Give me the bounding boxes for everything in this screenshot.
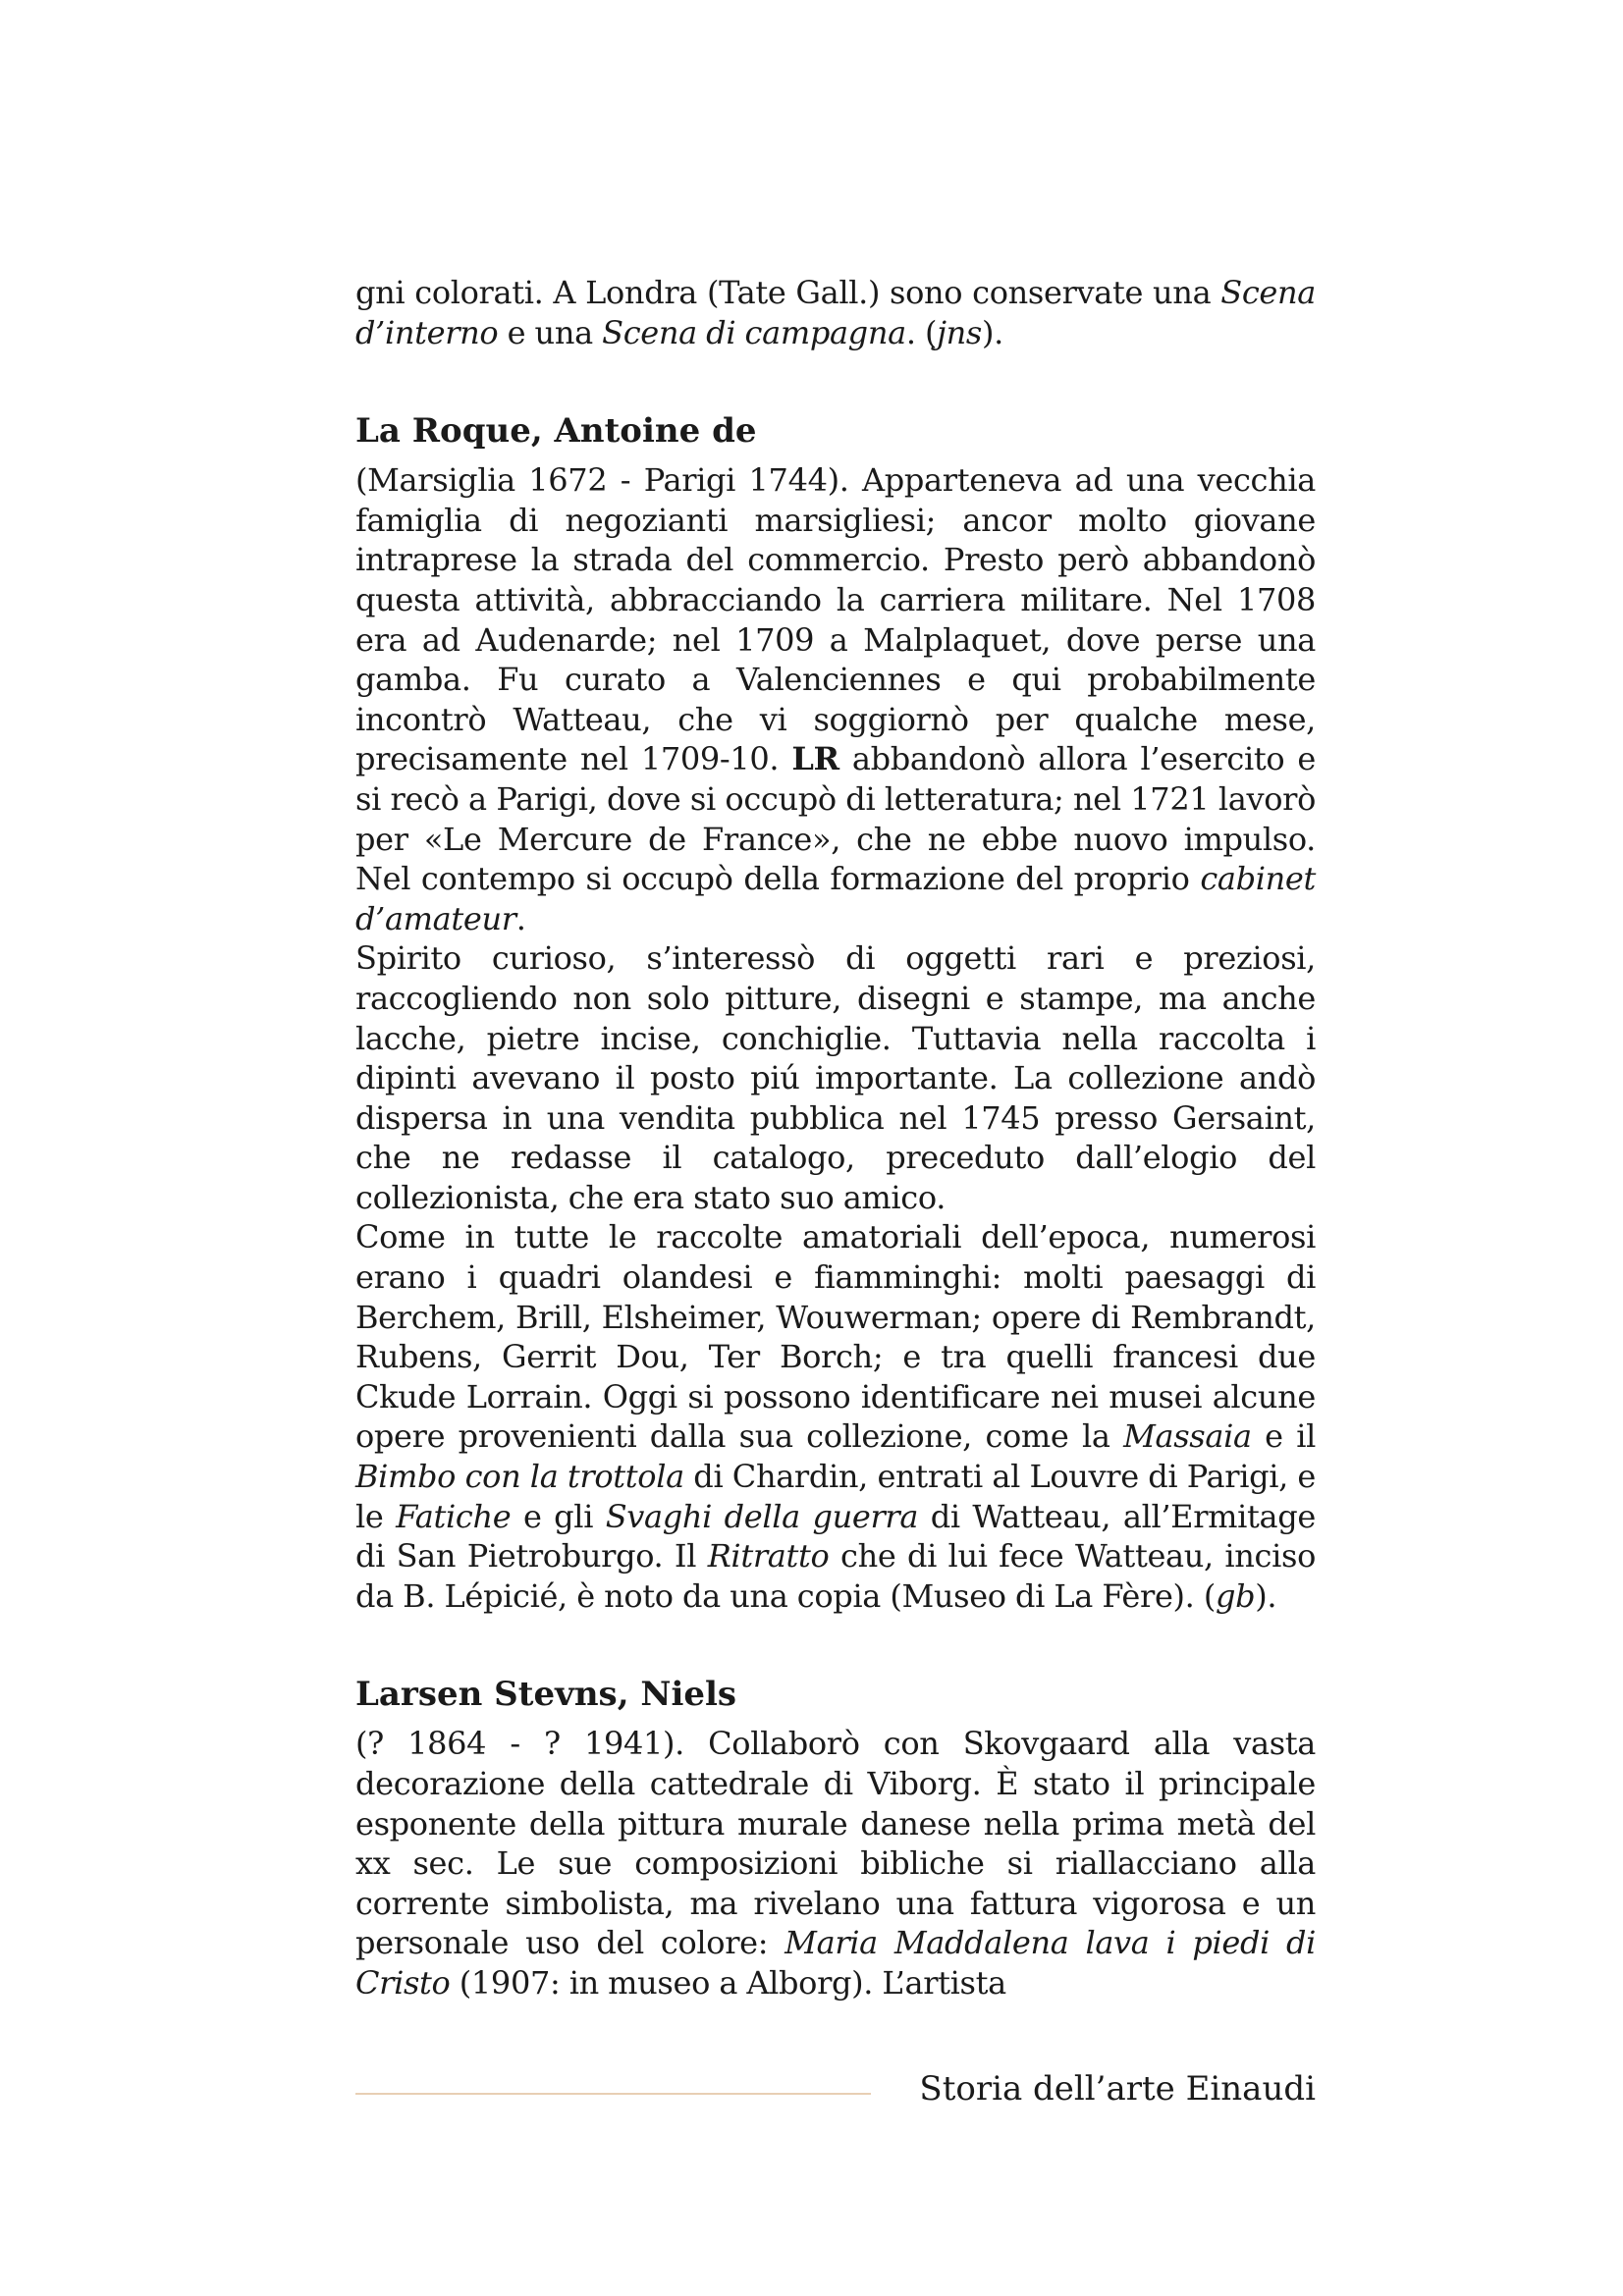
artwork-title: Scena d’interno bbox=[355, 274, 1316, 351]
entry-heading-la-roque: La Roque, Antoine de bbox=[355, 411, 757, 452]
entry2-paragraph-1 bbox=[355, 1724, 1316, 2002]
body-text: ). bbox=[1255, 1576, 1277, 1615]
body-text: (Marsiglia 1672 - Parigi 1744). Apparteneva ad una vecchia famiglia di negozianti marsigliesi; ancor molto giovane intraprese la strada del commercio. Presto però abbandonò questa attività, abbracciando la carriera militare. Nel 1708 era ad Audenarde; nel 1709 a Malplaquet, dove perse una gamba. Fu curato a Valenciennes e qui probabilmente incontrò Watteau, che vi soggiornò per qualche mese, precisamente nel 1709-10. bbox=[355, 461, 1316, 778]
artwork-title: Scena di campagna bbox=[602, 313, 906, 351]
body-text: di Chardin, entrati al Louvre di Parigi, e le bbox=[355, 1458, 1317, 1535]
entry-heading-larsen-stevns: Larsen Stevns, Niels bbox=[355, 1675, 737, 1715]
body-text: e gli bbox=[511, 1497, 606, 1535]
entry1-paragraph-1 bbox=[355, 460, 1316, 938]
body-text: Come in tutte le raccolte amatoriali dell’epoca, numerosi erano i quadri olandesi e fiamminghi: molti paesaggi di Berchem, Brill, Elsheimer, Wouwerman; opere di Rembrandt, Rubens, Gerrit Dou, Ter Borch; e tra quelli francesi due Ckude Lorrain. Oggi si possono identificare nei musei alcune opere provenienti dalla sua collezione, come la bbox=[355, 1218, 1316, 1456]
body-text: che di lui fece Watteau, inciso da B. Lépicié, è noto da una copia (Museo di La Fère). ( bbox=[355, 1537, 1317, 1615]
intro-text: . ( bbox=[905, 313, 938, 351]
author-initials: gb bbox=[1215, 1576, 1256, 1615]
body-text: . bbox=[515, 899, 526, 937]
body-text: di Watteau, all’Ermitage di San Pietroburgo. Il bbox=[355, 1497, 1316, 1575]
body-text: (? 1864 - ? 1941). Collaborò con Skovgaard alla vasta decorazione della cattedrale di Viborg. È stato il principale esponente della pittura murale danese nella prima metà del xx sec. Le sue composizioni bibliche si riallacciano alla corrente simbolista, ma rivelano una fattura vigorosa e un personale uso del colore: bbox=[355, 1725, 1316, 1962]
artwork-title: Svaghi della guerra bbox=[605, 1497, 919, 1535]
entry1-paragraph-2: Spirito curioso, s’interessò di oggetti rari e preziosi, raccogliendo non solo pitture, disegni e stampe, ma anche lacche, pietre incise, conchiglie. Tuttavia nella raccolta i dipinti avevano il posto piú importante. La collezione andò dispersa in una vendita pubblica nel 1745 presso Gersaint, che ne redasse il catalogo, preceduto dall’elogio del collezionista, che era stato suo amico. bbox=[355, 939, 1316, 1216]
intro-text: gni colorati. A Londra (Tate Gall.) sono conservate una bbox=[355, 274, 1221, 311]
footer-publication-title: Storia dell’arte Einaudi bbox=[919, 2069, 1316, 2109]
artwork-title: Fatiche bbox=[396, 1497, 512, 1535]
author-initials: jns bbox=[937, 313, 982, 351]
artwork-title: Bimbo con la trottola bbox=[355, 1458, 684, 1496]
artwork-title: Massaia bbox=[1123, 1417, 1252, 1456]
entry1-paragraph-3 bbox=[355, 1217, 1316, 1616]
artwork-title: Ritratto bbox=[707, 1537, 830, 1575]
body-text: (1907: in museo a Alborg). L’artista bbox=[450, 1963, 1006, 2002]
body-text: abbandonò allora l’esercito e si recò a Parigi, dove si occupò di letteratura; nel 1721 lavorò per «Le Mercure de France», che ne ebbe nuovo impulso. Nel contempo si occupò della formazione del proprio bbox=[355, 740, 1316, 898]
intro-text: e una bbox=[498, 313, 603, 351]
artwork-title: Maria Maddalena lava i piedi di Cristo bbox=[355, 1924, 1316, 2002]
page-body bbox=[355, 273, 1316, 2003]
italic-term: cabinet d’amateur bbox=[355, 860, 1316, 937]
intro-paragraph bbox=[355, 273, 1316, 352]
intro-text: ). bbox=[982, 313, 1003, 351]
body-text: e il bbox=[1251, 1417, 1316, 1456]
footer-rule bbox=[355, 2093, 871, 2095]
page-footer bbox=[355, 2069, 1316, 2109]
abbreviation: LR bbox=[791, 740, 839, 778]
